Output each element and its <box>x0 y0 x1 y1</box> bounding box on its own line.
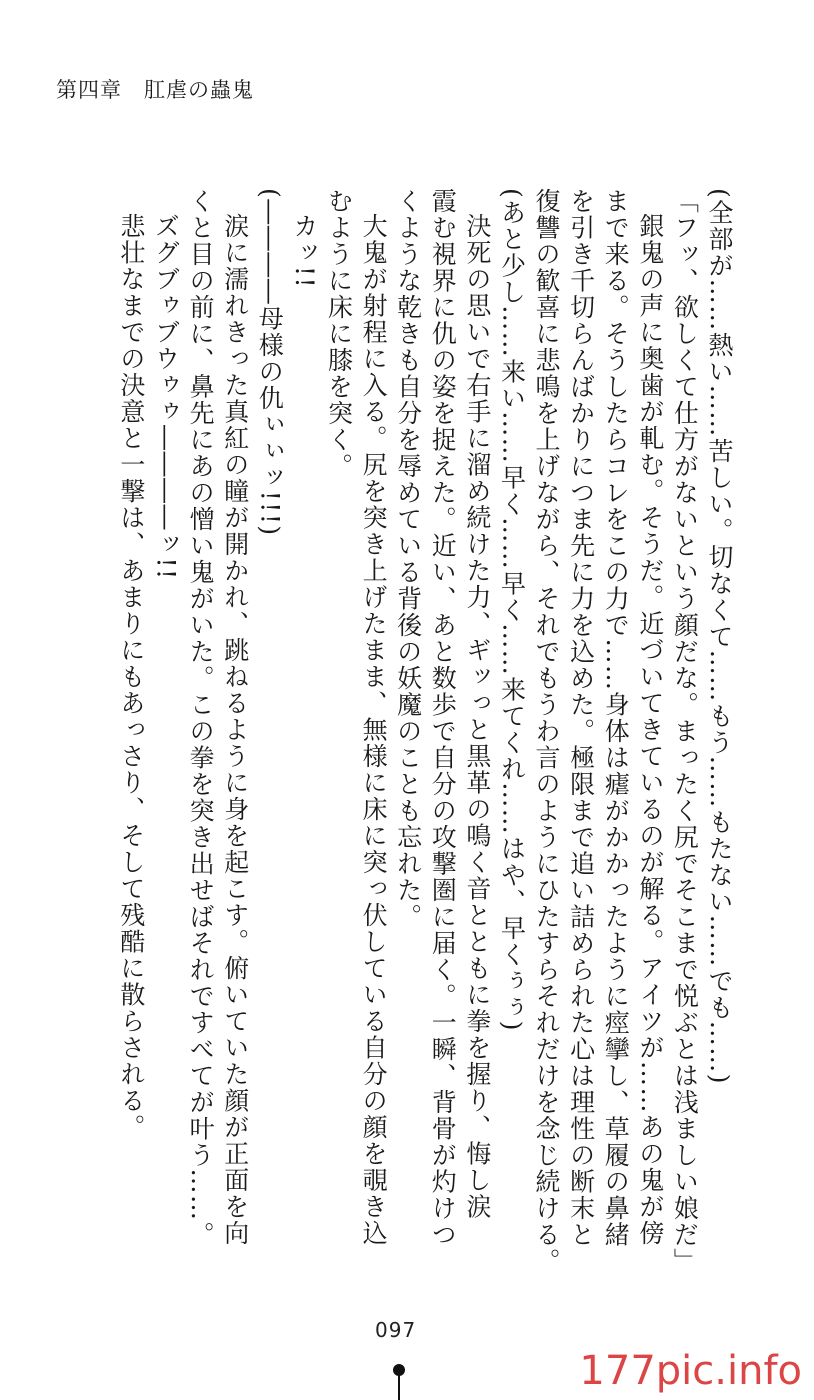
text-line: 「フッ、欲しくて仕方がないという顔だな。まったく尻でそこまで悦ぶとは浅ましい娘だ」 <box>670 188 700 1275</box>
page-marker-line <box>398 1374 400 1400</box>
text-line: 銀鬼の声に奥歯が軋む。そうだ。近づいてきているのが解る。アイツが……あの鬼が傍 <box>635 213 665 1247</box>
text-line: 決死の思いで右手に溜め続けた力、ギッっと黒革の鳴く音とともに拳を握り、悔し涙 <box>462 213 492 1220</box>
watermark: 177pic.info <box>579 1348 802 1394</box>
text-line: 復讐の歓喜に悲鳴を上げながら、それでもうわ言のようにひたすらそれだけを念じ続ける。 <box>532 188 562 1275</box>
text-line: ズグブゥブウゥゥ――――ッ!! <box>151 213 181 581</box>
text-line: 涙に濡れきった真紅の瞳が開かれ、跳ねるように身を起こす。俯いていた顔が正面を向 <box>220 213 250 1247</box>
text-line: 大鬼が射程に入る。尻を突き上げたまま、無様に床に突っ伏している自分の顔を覗き込 <box>359 213 389 1247</box>
text-line: むように床に膝を突く。 <box>324 188 354 480</box>
text-line: カッ!! <box>289 213 319 290</box>
vertical-text-body <box>56 188 736 1275</box>
chapter-header: 第四章 肛虐の蟲鬼 <box>56 78 254 102</box>
text-line: 霞む視界に仇の姿を捉えた。近い、あと数歩で自分の攻撃圏に届く。一瞬、背骨が灼けつ <box>428 188 458 1248</box>
text-line: まで来る。そうしたらコレをこの力で……身体は瘧がかかったように痙攣し、草履の鼻緒 <box>601 188 631 1248</box>
text-line: (――――母様の仇ぃぃッ!!!) <box>255 188 285 537</box>
page-number: 097 <box>375 1318 417 1342</box>
text-line: くと目の前に、鼻先にあの憎い鬼がいた。この拳を突き出せばそれですべてが叶う……。 <box>186 188 216 1248</box>
text-line: 悲壮なまでの決意と一撃は、あまりにもあっさり、そして残酷に散らされる。 <box>116 213 146 1141</box>
text-line: (全部が……熱い……苦しい。切なくて……もう……もたない……でも……) <box>705 188 734 1086</box>
text-line: (あと少し……来い……早く……早く……来てくれ……はや、早くぅぅ) <box>497 188 527 1033</box>
text-line: くような乾きも自分を辱めている背後の妖魔のことも忘れた。 <box>393 188 423 930</box>
text-line: を引き千切らんばかりにつま先に力を込めた。極限まで追い詰められた心は理性の断末と <box>566 188 596 1248</box>
